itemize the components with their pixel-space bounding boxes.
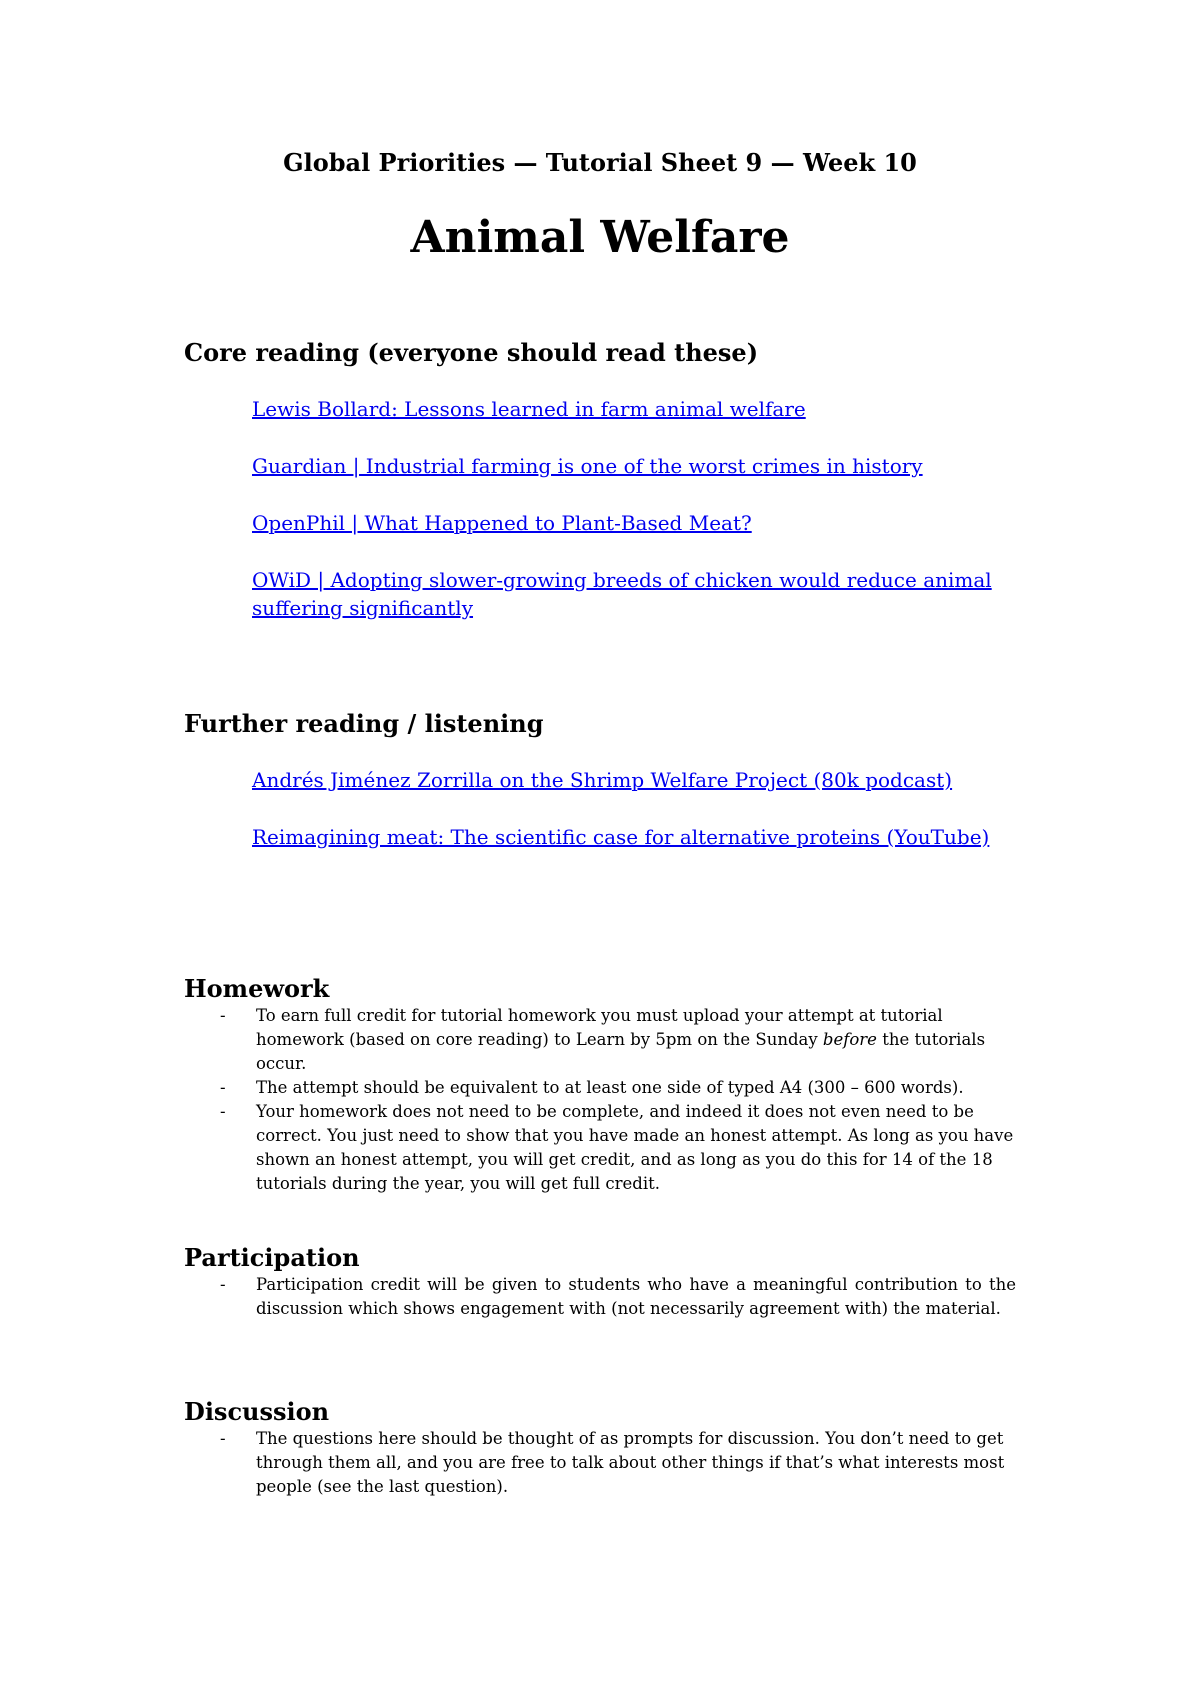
homework-section	[184, 974, 1024, 1196]
list-item: - Participation credit will be given to students who have a meaningful contribution to the discussion which shows engagement with (not necessarily agreement with) the material.	[220, 1275, 1016, 1318]
further-reading-heading: Further reading / listening	[184, 709, 544, 738]
list-item	[252, 509, 1032, 537]
further-reading-link-shrimp[interactable]: Andrés Jiménez Zorrilla on the Shrimp Welfare Project (80k podcast)	[252, 768, 953, 792]
list-item: - Your homework does not need to be complete, and indeed it does not even need to be correct. You just need to show that you have made an honest attempt. As long as you have shown an honest attempt, you will get credit, and as long as you do this for 14 of the 18 tutorials during the year, you will get full credit.	[220, 1102, 1014, 1193]
list-item: - The questions here should be thought of as prompts for discussion. You don’t need to get through them all, and you are free to talk about other things if that’s what interests most people (see the last question).	[220, 1429, 1005, 1496]
list-item	[252, 395, 1032, 423]
list-item	[252, 823, 1032, 851]
bullet-dash: -	[220, 1275, 226, 1294]
list-item	[252, 766, 1032, 794]
page-title: Animal Welfare	[410, 212, 790, 263]
list-item	[252, 452, 1032, 480]
core-reading-link-guardian[interactable]: Guardian | Industrial farming is one of the worst crimes in history	[252, 454, 923, 478]
list-item	[252, 566, 1032, 622]
discussion-heading: Discussion	[184, 1397, 330, 1426]
discussion-list	[184, 1427, 1024, 1499]
core-reading-link-bollard[interactable]: Lewis Bollard: Lessons learned in farm animal welfare	[252, 397, 806, 421]
participation-section	[184, 1243, 1024, 1321]
bullet-dash: -	[220, 1429, 226, 1448]
core-reading-link-openphil[interactable]: OpenPhil | What Happened to Plant-Based Meat?	[252, 511, 752, 535]
homework-list	[184, 1004, 1024, 1196]
core-reading-heading: Core reading (everyone should read these)	[184, 338, 759, 367]
discussion-section	[184, 1397, 1024, 1499]
list-item: - The attempt should be equivalent to at least one side of typed A4 (300 – 600 words).	[184, 1076, 1016, 1100]
further-reading-link-reimagining-meat[interactable]: Reimagining meat: The scientific case for alternative proteins (YouTube)	[252, 825, 990, 849]
participation-heading: Participation	[184, 1243, 360, 1272]
emphasis-text: before	[822, 1030, 877, 1049]
list-item: - To earn full credit for tutorial homework you must upload your attempt at tutorial homework (based on core reading) to Learn by 5pm on the Sunday before the tutorials occur.	[220, 1006, 986, 1073]
bullet-dash: -	[220, 1078, 226, 1097]
bullet-dash: -	[220, 1102, 226, 1121]
core-reading-link-owid[interactable]: OWiD | Adopting slower-growing breeds of chicken would reduce animal suffering significantly	[252, 568, 992, 620]
bullet-dash: -	[220, 1006, 226, 1025]
homework-heading: Homework	[184, 974, 330, 1003]
participation-list	[184, 1273, 1024, 1321]
sheet-subtitle: Global Priorities — Tutorial Sheet 9 — Week 10	[283, 148, 917, 177]
